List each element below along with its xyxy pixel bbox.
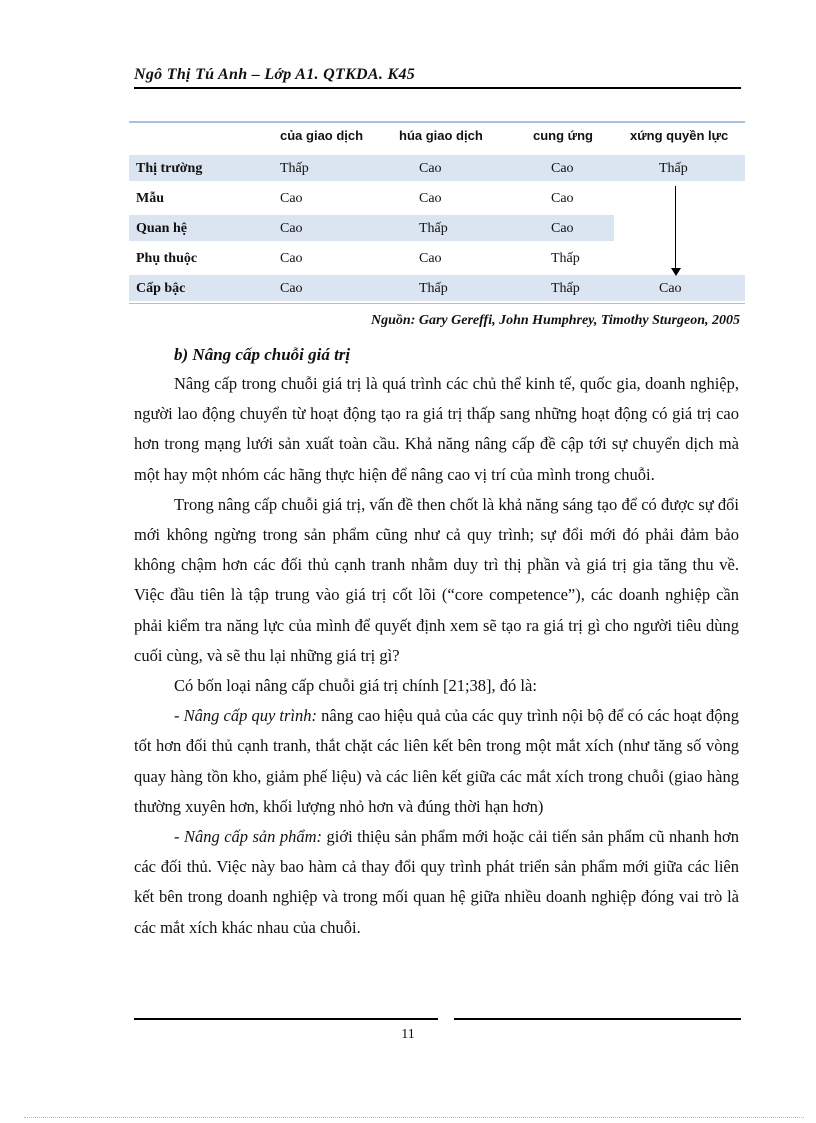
table-cell: Cao — [551, 221, 574, 236]
table-row — [129, 183, 745, 213]
table-cell: Thấp — [659, 161, 688, 176]
column-header: xứng quyền lực — [630, 128, 729, 143]
table-cell: Cao — [280, 221, 303, 236]
row-label: Cấp bậc — [136, 281, 186, 296]
governance-table — [129, 121, 745, 304]
table-cell: Cao — [419, 161, 442, 176]
section-heading: b) Nâng cấp chuỗi giá trị — [174, 345, 351, 364]
table-row — [129, 213, 745, 243]
footer-rule-right — [454, 1018, 741, 1020]
table-cell: Cao — [280, 191, 303, 206]
table-cell: Thấp — [419, 281, 448, 296]
table-row — [129, 243, 745, 273]
row-label: Thị trường — [136, 161, 203, 176]
column-header: của giao dịch — [280, 128, 364, 143]
page-edge — [24, 1117, 804, 1118]
paragraph-text: giới thiệu sản phẩm mới hoặc cải tiến sản phẩm cũ nhanh hơn các đối thủ. Việc này bao hàm cả thay đổi quy trình phát triển sản phẩm mới giữa các liên kết bên trong doanh nghiệp và trong mối quan hệ giữa nhiều doanh nghiệp đóng vai trò là các mắt xích khác nhau của chuỗi. — [134, 827, 739, 937]
row-label: Mẫu — [136, 191, 164, 206]
row-label: Phụ thuộc — [136, 251, 198, 266]
down-arrow-icon — [671, 268, 681, 276]
paragraph: Trong nâng cấp chuỗi giá trị, vấn đề then chốt là khả năng sáng tạo để có được sự đổi mới không ngừng trong sản phẩm cũng như cả quy trình; sự đổi mới đó phải đảm bảo không chậm hơn các đối thủ cạnh tranh nhằm duy trì thị phần và giá trị gia tăng thu về. Việc đầu tiên là tập trung vào giá trị cốt lõi (“core competence”), các doanh nghiệp cần phải kiểm tra năng lực của mình để quyết định xem sẽ tạo ra giá trị gì cho người tiêu dùng cuối cùng, và sẽ thu lại những giá trị gì? — [134, 494, 739, 665]
table-cell: Cao — [419, 251, 442, 266]
paragraph — [134, 822, 739, 943]
term: Nâng cấp sản phẩm: — [183, 827, 323, 847]
term: Nâng cấp quy trình: — [183, 706, 317, 726]
table-cell: Thấp — [419, 221, 448, 236]
table-source: Nguồn: Gary Gereffi, John Humphrey, Timothy Sturgeon, 2005 — [371, 313, 740, 328]
table-cell: Cao — [419, 191, 442, 206]
table-bottom-rule — [129, 303, 745, 304]
trend-arrow-line — [675, 186, 676, 269]
table-header-row — [129, 123, 745, 153]
running-header: Ngô Thị Tú Anh – Lớp A1. QTKDA. K45 — [134, 66, 416, 83]
row-label: Quan hệ — [136, 221, 187, 236]
body-text — [134, 369, 739, 943]
paragraph: Nâng cấp trong chuỗi giá trị là quá trình các chủ thể kinh tế, quốc gia, doanh nghiệp, người lao động chuyển từ hoạt động tạo ra giá trị thấp sang những hoạt động có giá trị cao hơn trong mạng lưới sản xuất toàn cầu. Khả năng nâng cấp đề cập tới sự chuyển dịch mà một hay một nhóm các hãng thực hiện để nâng cao vị trí của mình trong chuỗi. — [134, 374, 739, 484]
table-cell: Thấp — [551, 251, 580, 266]
table-cell: Cao — [551, 191, 574, 206]
paragraph — [134, 701, 739, 822]
table-cell: Cao — [280, 281, 303, 296]
table-row — [129, 273, 745, 303]
bullet-dash: - — [174, 827, 184, 847]
table-row — [129, 153, 745, 183]
table-cell: Thấp — [551, 281, 580, 296]
table-cell: Thấp — [280, 161, 309, 176]
table-cell: Cao — [280, 251, 303, 266]
paragraph-text: nâng cao hiệu quả của các quy trình nội bộ để có các hoạt động tốt hơn đối thủ cạnh tranh, thắt chặt các liên kết bên trong một mắt xích (như tăng số vòng quay hàng tồn kho, giảm phế liệu) và các liên kết giữa các mắt xích trong chuỗi (giao hàng thường xuyên hơn, khối lượng nhỏ hơn và đúng thời hạn hơn) — [134, 706, 739, 816]
column-header: cung ứng — [533, 128, 593, 143]
bullet-dash: - — [174, 706, 184, 726]
footer-rule-left — [134, 1018, 438, 1020]
header-rule — [134, 87, 741, 89]
row-shading — [129, 215, 614, 241]
table-cell: Cao — [659, 281, 682, 296]
column-header: húa giao dịch — [399, 128, 483, 143]
table-cell: Cao — [551, 161, 574, 176]
paragraph: Có bốn loại nâng cấp chuỗi giá trị chính [21;38], đó là: — [174, 676, 537, 696]
page-number: 11 — [401, 1027, 415, 1042]
